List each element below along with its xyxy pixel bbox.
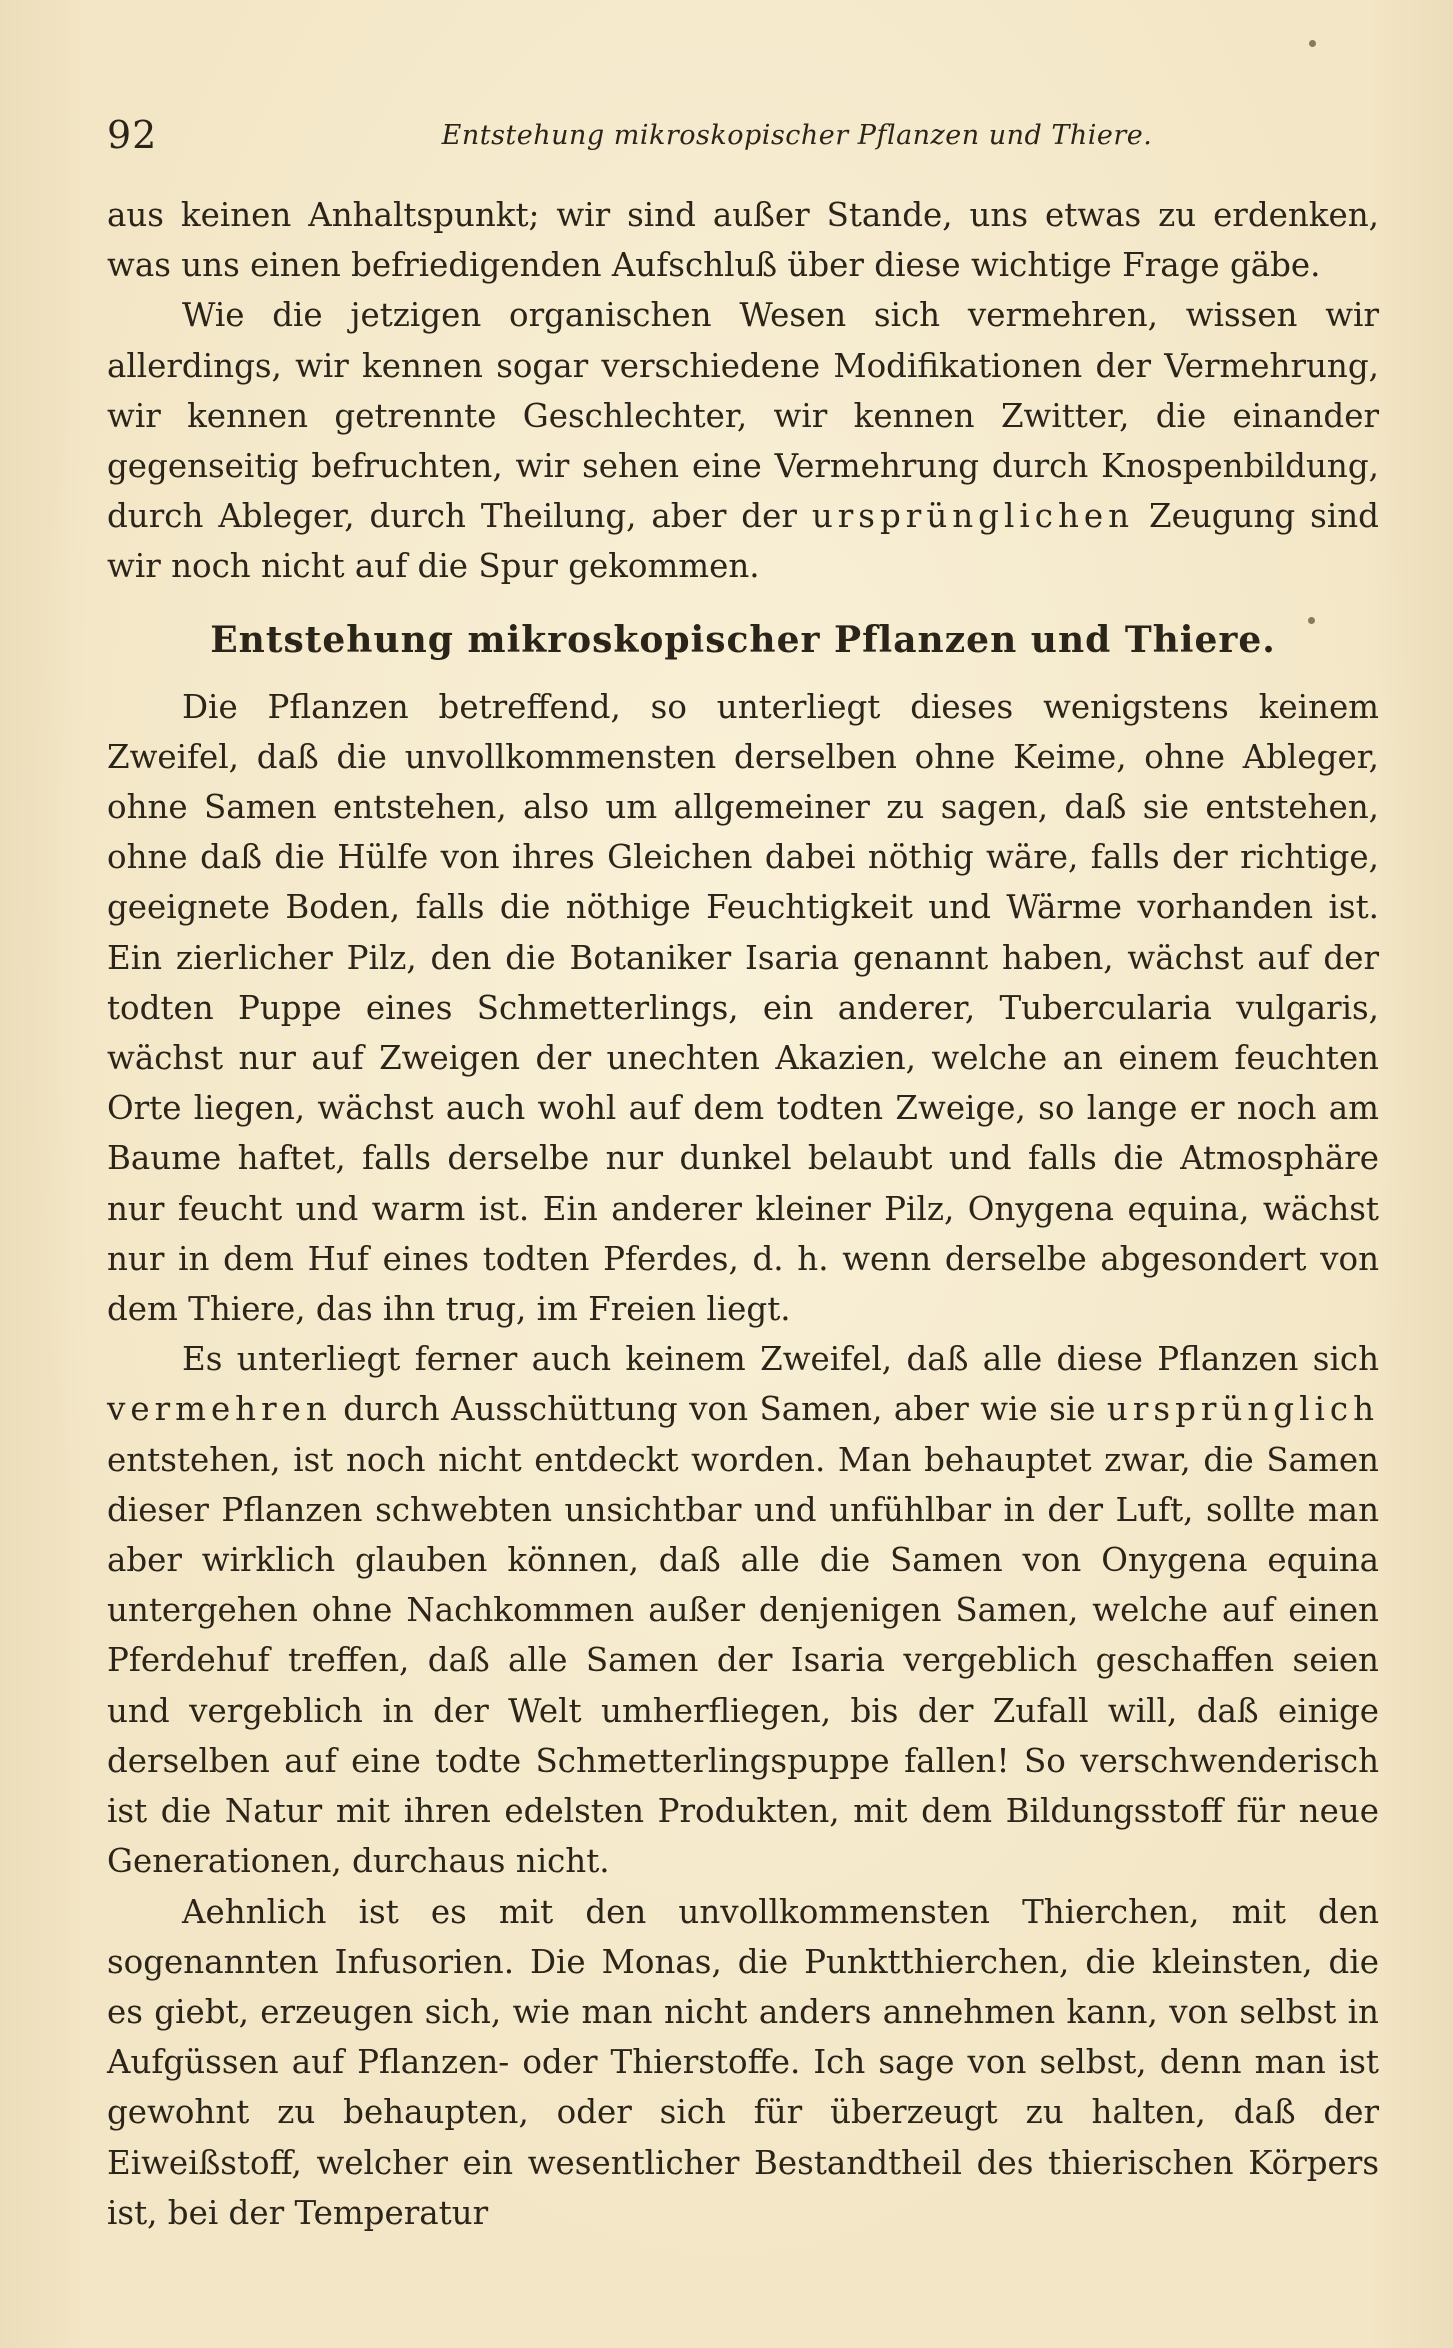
section-title: Entstehung mikroskopischer Pflanzen und Thiere. (210, 618, 1276, 661)
paragraph-2-text-a: Wie die jetzigen organischen Wesen sich vermehren, wissen wir allerdings, wir kennen sogar verschiedene Modifikationen der Vermehrung, wir kennen getrennte Geschlechter, wir kennen Zwitter, die einander gegenseitig befruchten, wir sehen eine Vermehrung durch Knospenbildung, durch Ableger, durch Theilung, aber der (107, 296, 1379, 536)
emphasis-ursprunglich: ursprünglich (1106, 1390, 1379, 1429)
paragraph-4-text-e: entstehen, ist noch nicht entdeckt worden. Man behauptet zwar, die Samen dieser Pflanzen schwebten unsichtbar und unfühlbar in der Luft, sollte man aber wirklich glauben können, daß alle die Samen von Onygena equina untergehen ohne Nachkommen außer denjenigen Samen, welche auf einen Pferdehuf treffen, daß alle Samen der Isaria vergeblich geschaffen seien und vergeblich in der Welt umherfliegen, bis der Zufall will, daß einige derselben auf eine todte Schmetterlingspuppe fallen! So verschwenderisch ist die Natur mit ihren edelsten Produkten, mit dem Bildungsstoff für neue Generationen, durchaus nicht. (107, 1440, 1379, 1881)
paragraph-4-text-c: durch Ausschüttung von Samen, aber wie sie (343, 1390, 1096, 1429)
paragraph-1: aus keinen Anhaltspunkt; wir sind außer Stande, uns etwas zu erdenken, was uns einen befriedigenden Aufschluß über diese wichtige Frage gäbe. (107, 196, 1379, 285)
ink-speck (1309, 40, 1316, 47)
emphasis-vermehren: vermehren (107, 1390, 332, 1429)
paragraph-4-text-a: Es unterliegt ferner auch keinem Zweifel, daß alle diese Pflanzen sich (182, 1340, 1379, 1379)
running-head: Entstehung mikroskopischer Pflanzen und Thiere. (441, 120, 1153, 151)
paragraph-3: Die Pflanzen betreffend, so unterliegt dieses wenigstens keinem Zweifel, daß die unvollkommensten derselben ohne Keime, ohne Ableger, ohne Samen entstehen, also um allgemeiner zu sagen, daß sie entstehen, ohne daß die Hülfe von ihres Gleichen dabei nöthig wäre, falls der richtige, geeignete Boden, falls die nöthige Feuchtigkeit und Wärme vorhanden ist. Ein zierlicher Pilz, den die Botaniker Isaria genannt haben, wächst auf der todten Puppe eines Schmetterlings, ein anderer, Tubercularia vulgaris, wächst nur auf Zweigen der unechten Akazien, welche an einem feuchten Orte liegen, wächst auch wohl auf dem todten Zweige, so lange er noch am Baume haftet, falls derselbe nur dunkel belaubt und falls die Atmosphäre nur feucht und warm ist. Ein anderer kleiner Pilz, Onygena equina, wächst nur in dem Huf eines todten Pferdes, d. h. wenn derselbe abgesondert von dem Thiere, das ihn trug, im Freien liegt. (107, 687, 1379, 1329)
paragraph-4 (107, 1334, 1379, 1886)
body-text (107, 190, 1379, 2238)
page-header (107, 112, 1387, 158)
emphasis-ursprunglichen: ursprünglichen (811, 497, 1135, 536)
paragraph-2-text-c: Zeugung sind wir noch nicht auf die Spur gekommen. (107, 497, 1379, 586)
page-number: 92 (107, 113, 158, 157)
paragraph-2 (107, 290, 1379, 591)
paragraph-5: Aehnlich ist es mit den unvollkommensten Thierchen, mit den sogenannten Infusorien. Die Monas, die Punktthierchen, die kleinsten, die es giebt, erzeugen sich, wie man nicht anders annehmen kann, von selbst in Aufgüssen auf Pflanzen- oder Thierstoffe. Ich sage von selbst, denn man ist gewohnt zu behaupten, oder sich für überzeugt zu halten, daß der Eiweißstoff, welcher ein wesentlicher Bestandtheil des thierischen Körpers ist, bei der Temperatur (107, 1892, 1379, 2232)
